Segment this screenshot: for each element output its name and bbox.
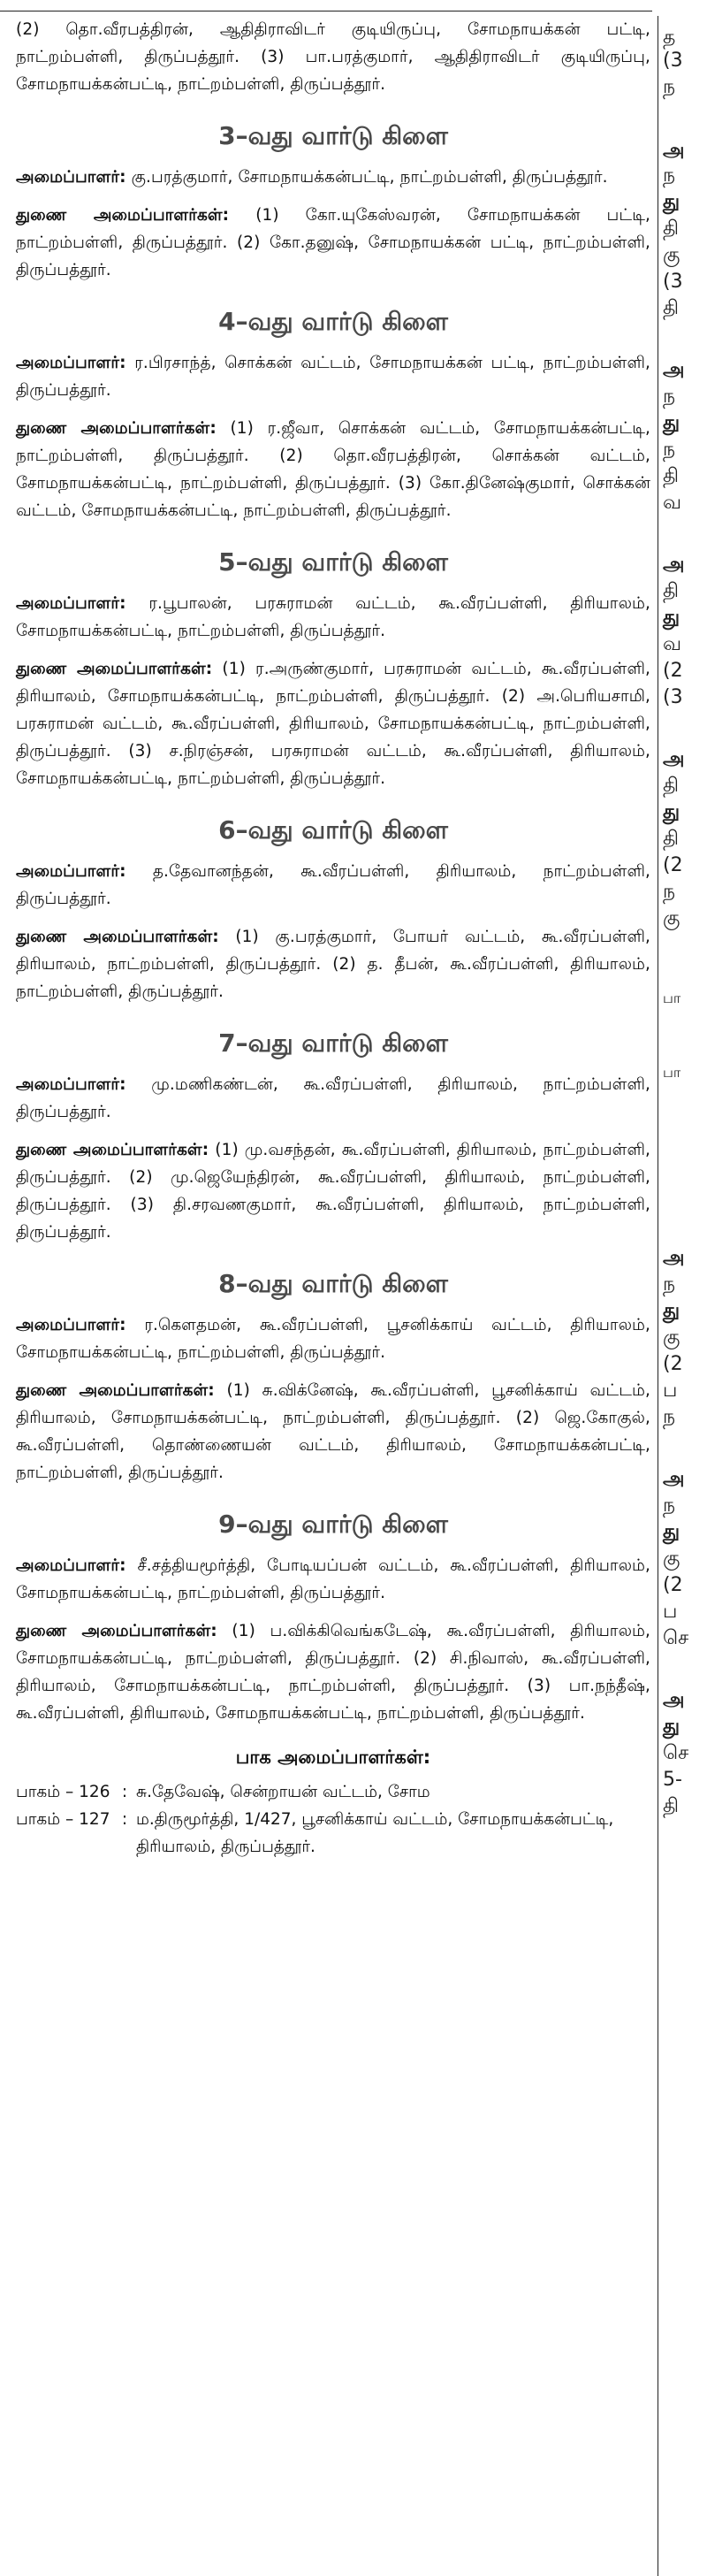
adjacent-column-text-fragment: த xyxy=(663,27,676,49)
deputy-organizers-paragraph xyxy=(16,655,650,792)
adjacent-column-text-fragment: தி xyxy=(663,297,680,319)
deputy-organizers-text: (1) சு.விக்னேஷ், கூ.வீரப்பள்ளி, பூசனிக்காய் வட்டம், திரியாலம், சோமநாயக்கன்பட்டி, நாட்றம்பள்ளி, திருப்பத்தூர். (2) ஜெ.கோகுல், கூ.வீரப்பள்ளி, தொண்ணையன் வட்டம், திரியாலம், சோமநாயக்கன்பட்டி, நாட்றம்பள்ளி, திருப்பத்தூர். xyxy=(16,1381,650,1482)
ward-title: 5–வது வார்டு கிளை xyxy=(218,547,448,577)
adjacent-column-text-fragment: அ xyxy=(663,554,685,576)
deputy-organizers-label: துணை அமைப்பாளர்கள்: xyxy=(16,660,213,678)
adjacent-column-text-fragment: தி xyxy=(663,1795,680,1817)
deputy-organizers-label: துணை அமைப்பாளர்கள்: xyxy=(16,928,219,946)
deputy-organizers-text: (1) மு.வசந்தன், கூ.வீரப்பள்ளி, திரியாலம், நாட்றம்பள்ளி, திருப்பத்தூர். (2) மு.ஜெயேந்திரன், கூ.வீரப்பள்ளி, திரியாலம், நாட்றம்பள்ளி, திருப்பத்தூர். (3) தி.சரவணகுமார், கூ.வீரப்பள்ளி, திரியாலம், நாட்றம்பள்ளி, திருப்பத்தூர். xyxy=(16,1141,650,1242)
adjacent-column-text-fragment: ந xyxy=(663,1494,676,1517)
adjacent-column-text-fragment: அ xyxy=(663,359,685,381)
adjacent-column-text-fragment: (2 xyxy=(663,660,683,682)
booth-number: பாகம் – 126 xyxy=(16,1783,110,1801)
adjacent-column-text-fragment: தி xyxy=(663,775,680,797)
organizer-text: ர.பூபாலன், பரசுராமன் வட்டம், கூ.வீரப்பள்ளி, திரியாலம், சோமநாயக்கன்பட்டி, நாட்றம்பள்ளி, திருப்பத்தூர். xyxy=(16,594,650,640)
booth-row xyxy=(16,1806,650,1861)
organizer-text: த.தேவானந்தன், கூ.வீரப்பள்ளி, திரியாலம், நாட்றம்பள்ளி, திருப்பத்தூர். xyxy=(16,862,650,908)
deputy-organizers-paragraph xyxy=(16,1617,650,1727)
booth-number: பாகம் – 127 xyxy=(16,1810,110,1829)
adjacent-column-text-fragment: ப xyxy=(663,1601,678,1623)
adjacent-column-text-fragment: செ xyxy=(663,1742,689,1764)
organizer-text: மு.மணிகண்டன், கூ.வீரப்பள்ளி, திரியாலம், நாட்றம்பள்ளி, திருப்பத்தூர். xyxy=(16,1075,651,1121)
adjacent-column-text-fragment: (3 xyxy=(663,686,683,708)
adjacent-column-text-fragment: கு xyxy=(663,1548,680,1570)
adjacent-column-text-fragment: தி xyxy=(663,580,680,602)
ward-sections xyxy=(16,121,650,1727)
adjacent-column-text-fragment: வ xyxy=(663,492,682,514)
organizer-label: அமைப்பாளர்: xyxy=(16,168,126,187)
booth-row xyxy=(16,1778,650,1806)
organizer-label: அமைப்பாளர்: xyxy=(16,1556,126,1575)
deputy-organizers-paragraph xyxy=(16,202,650,284)
adjacent-column-text-fragment: ந xyxy=(663,386,676,408)
deputy-organizers-text: (1) கோ.யுகேஸ்வரன், சோமநாயக்கன் பட்டி, நாட்றம்பள்ளி, திருப்பத்தூர். (2) கோ.தனுஷ், சோமநாயக்கன் பட்டி, நாட்றம்பள்ளி, திருப்பத்தூர். xyxy=(16,206,651,279)
adjacent-column-text-fragment: து xyxy=(663,801,680,823)
adjacent-column-text-fragment: ந xyxy=(663,439,676,461)
adjacent-column-text-fragment: பா xyxy=(663,1064,681,1081)
adjacent-column-text-fragment: வ xyxy=(663,633,682,655)
organizer-text: கு.பரத்குமார், சோமநாயக்கன்பட்டி, நாட்றம்பள்ளி, திருப்பத்தூர். xyxy=(131,168,608,187)
deputy-organizers-text: (1) கு.பரத்குமார், போயர் வட்டம், கூ.வீரப்பள்ளி, திரியாலம், நாட்றம்பள்ளி, திருப்பத்தூர். (2) த. தீபன், கூ.வீரப்பள்ளி, திரியாலம், நாட்றம்பள்ளி, திருப்பத்தூர். xyxy=(16,928,651,1001)
deputy-organizers-paragraph xyxy=(16,923,650,1005)
adjacent-column-text-fragment: ந xyxy=(663,76,676,98)
adjacent-column-text-fragment: தி xyxy=(663,218,680,240)
ward-title: 3–வது வார்டு கிளை xyxy=(218,121,448,150)
adjacent-column-text-fragment: 5- xyxy=(663,1769,682,1791)
organizer-label: அமைப்பாளர்: xyxy=(16,1316,126,1334)
organizer-label: அமைப்பாளர்: xyxy=(16,1075,126,1094)
adjacent-column-text-fragment: து xyxy=(663,1300,680,1322)
intro-paragraph: (2) தொ.வீரபத்திரன், ஆதிதிராவிடர் குடியிருப்பு, சோமநாயக்கன் பட்டி, நாட்றம்பள்ளி, திருப்பத்தூர். (3) பா.பரத்குமார், ஆதிதிராவிடர் குடியிருப்பு, சோமநாயக்கன்பட்டி, நாட்றம்பள்ளி, திருப்பத்தூர். xyxy=(16,20,650,94)
organizer-label: அமைப்பாளர்: xyxy=(16,354,126,372)
booth-separator: : xyxy=(121,1810,128,1829)
organizer-paragraph xyxy=(16,1071,650,1126)
deputy-organizers-label: துணை அமைப்பாளர்கள்: xyxy=(16,1622,217,1640)
adjacent-column-text-fragment: செ xyxy=(663,1627,689,1649)
adjacent-column-text-fragment: கு xyxy=(663,244,680,266)
organizer-text: ர.கௌதமன், கூ.வீரப்பள்ளி, பூசனிக்காய் வட்டம், திரியாலம், சோமநாயக்கன்பட்டி, நாட்றம்பள்ளி, திருப்பத்தூர். xyxy=(16,1316,651,1362)
adjacent-column-text-fragment: (2 xyxy=(663,1353,683,1375)
ward-title: 7–வது வார்டு கிளை xyxy=(218,1028,448,1058)
adjacent-column-text-fragment: அ xyxy=(663,1468,685,1490)
organizer-text: சீ.சத்தியமூர்த்தி, போடியப்பன் வட்டம், கூ.வீரப்பள்ளி, திரியாலம், சோமநாயக்கன்பட்டி, நாட்றம்பள்ளி, திருப்பத்தூர். xyxy=(16,1556,651,1602)
adjacent-column-text-fragment: து xyxy=(663,191,680,213)
deputy-organizers-paragraph xyxy=(16,1377,650,1487)
organizer-paragraph xyxy=(16,1311,650,1366)
adjacent-column-text-fragment: ந xyxy=(663,1406,676,1428)
organizer-paragraph xyxy=(16,164,650,191)
deputy-organizers-label: துணை அமைப்பாளர்கள்: xyxy=(16,1141,209,1159)
booth-table xyxy=(16,1778,650,1861)
organizer-label: அமைப்பாளர்: xyxy=(16,862,126,881)
ward-title: 6–வது வார்டு கிளை xyxy=(218,815,448,845)
adjacent-column-text-fragment: தி xyxy=(663,828,680,850)
ward-section xyxy=(16,1028,650,1246)
ward-title: 8–வது வார்டு கிளை xyxy=(218,1269,448,1298)
organizer-text: ர.பிரசாந்த், சொக்கன் வட்டம், சோமநாயக்கன் பட்டி, நாட்றம்பள்ளி, திருப்பத்தூர். xyxy=(16,354,650,400)
adjacent-column-text-fragment: (2 xyxy=(663,1574,683,1596)
adjacent-column-text-fragment: து xyxy=(663,1716,680,1738)
adjacent-column-text-fragment: (3 xyxy=(663,50,683,72)
deputy-organizers-text: (1) ர.ஜீவா, சொக்கன் வட்டம், சோமநாயக்கன்பட்டி, நாட்றம்பள்ளி, திருப்பத்தூர். (2) தொ.வீரபத்திரன், சொக்கன் வட்டம், சோமநாயக்கன்பட்டி, நாட்றம்பள்ளி, திருப்பத்தூர். (3) கோ.தினேஷ்குமார், சொக்கன் வட்டம், சோமநாயக்கன்பட்டி, நாட்றம்பள்ளி, திருப்பத்தூர். xyxy=(16,419,651,520)
adjacent-column-text-fragment: (3 xyxy=(663,271,683,293)
booth-organizer: ம.திருமூர்த்தி, 1/427, பூசனிக்காய் வட்டம், சோமநாயக்கன்பட்டி, திரியாலம், திருப்பத்தூர். xyxy=(136,1810,614,1856)
organizer-paragraph xyxy=(16,349,650,404)
ward-title: 9–வது வார்டு கிளை xyxy=(218,1510,448,1539)
page-top-rule xyxy=(0,0,652,11)
adjacent-column-text-fragment: ந xyxy=(663,164,676,187)
adjacent-column-text-fragment: தி xyxy=(663,465,680,487)
adjacent-column-fragment xyxy=(661,16,707,2576)
ward-section xyxy=(16,307,650,524)
deputy-organizers-paragraph xyxy=(16,415,650,524)
adjacent-column-text-fragment: அ xyxy=(663,1247,685,1269)
ward-title: 4–வது வார்டு கிளை xyxy=(218,307,448,336)
ward-section xyxy=(16,547,650,792)
adjacent-column-text-fragment: அ xyxy=(663,140,685,162)
booth-organizer: சு.தேவேஷ், சென்றாயன் வட்டம், சோம xyxy=(136,1783,430,1801)
deputy-organizers-text: (1) ப.விக்கிவெங்கடேஷ், கூ.வீரப்பள்ளி, திரியாலம், சோமநாயக்கன்பட்டி, நாட்றம்பள்ளி, திருப்பத்தூர். (2) சி.நிவாஸ், கூ.வீரப்பள்ளி, திரியாலம், சோமநாயக்கன்பட்டி, நாட்றம்பள்ளி, திருப்பத்தூர். (3) பா.நந்தீஷ், கூ.வீரப்பள்ளி, திரியாலம், சோமநாயக்கன்பட்டி, நாட்றம்பள்ளி, திருப்பத்தூர். xyxy=(16,1622,650,1723)
deputy-organizers-label: துணை அமைப்பாளர்கள்: xyxy=(16,206,230,225)
adjacent-column-text-fragment: அ xyxy=(663,1689,685,1711)
adjacent-column-text-fragment: ந xyxy=(663,881,676,903)
main-column xyxy=(16,16,658,2576)
deputy-organizers-text: (1) ர.அருண்குமார், பரசுராமன் வட்டம், கூ.வீரப்பள்ளி, திரியாலம், சோமநாயக்கன்பட்டி, நாட்றம்பள்ளி, திருப்பத்தூர். (2) அ.பெரியசாமி, பரசுராமன் வட்டம், கூ.வீரப்பள்ளி, திரியாலம், சோமநாயக்கன்பட்டி, நாட்றம்பள்ளி, திருப்பத்தூர். (3) ச.நிரஞ்சன், பரசுராமன் வட்டம், கூ.வீரப்பள்ளி, திரியாலம், சோமநாயக்கன்பட்டி, நாட்றம்பள்ளி, திருப்பத்தூர். xyxy=(16,660,651,788)
adjacent-column-text-fragment: ந xyxy=(663,1273,676,1296)
ward-section xyxy=(16,121,650,284)
ward-section xyxy=(16,1510,650,1727)
deputy-organizers-paragraph xyxy=(16,1136,650,1246)
ward-section xyxy=(16,815,650,1005)
organizer-paragraph xyxy=(16,858,650,913)
booth-separator: : xyxy=(121,1783,128,1801)
adjacent-column-text-fragment: அ xyxy=(663,748,685,770)
booth-heading: பாக அமைப்பாளர்கள்: xyxy=(235,1747,431,1768)
deputy-organizers-label: துணை அமைப்பாளர்கள்: xyxy=(16,419,217,438)
adjacent-column-text-fragment: து xyxy=(663,412,680,434)
adjacent-column-text-fragment: து xyxy=(663,607,680,629)
adjacent-column-text-fragment: கு xyxy=(663,1326,680,1349)
ward-section xyxy=(16,1269,650,1487)
organizer-paragraph xyxy=(16,1552,650,1607)
adjacent-column-text-fragment: பா xyxy=(663,990,681,1006)
organizer-paragraph xyxy=(16,590,650,645)
adjacent-column-text-fragment: ப xyxy=(663,1380,678,1402)
adjacent-column-text-fragment: கு xyxy=(663,907,680,929)
organizer-label: அமைப்பாளர்: xyxy=(16,594,126,613)
deputy-organizers-label: துணை அமைப்பாளர்கள்: xyxy=(16,1381,215,1400)
adjacent-column-text-fragment: து xyxy=(663,1521,680,1543)
adjacent-column-text-fragment: (2 xyxy=(663,854,683,876)
